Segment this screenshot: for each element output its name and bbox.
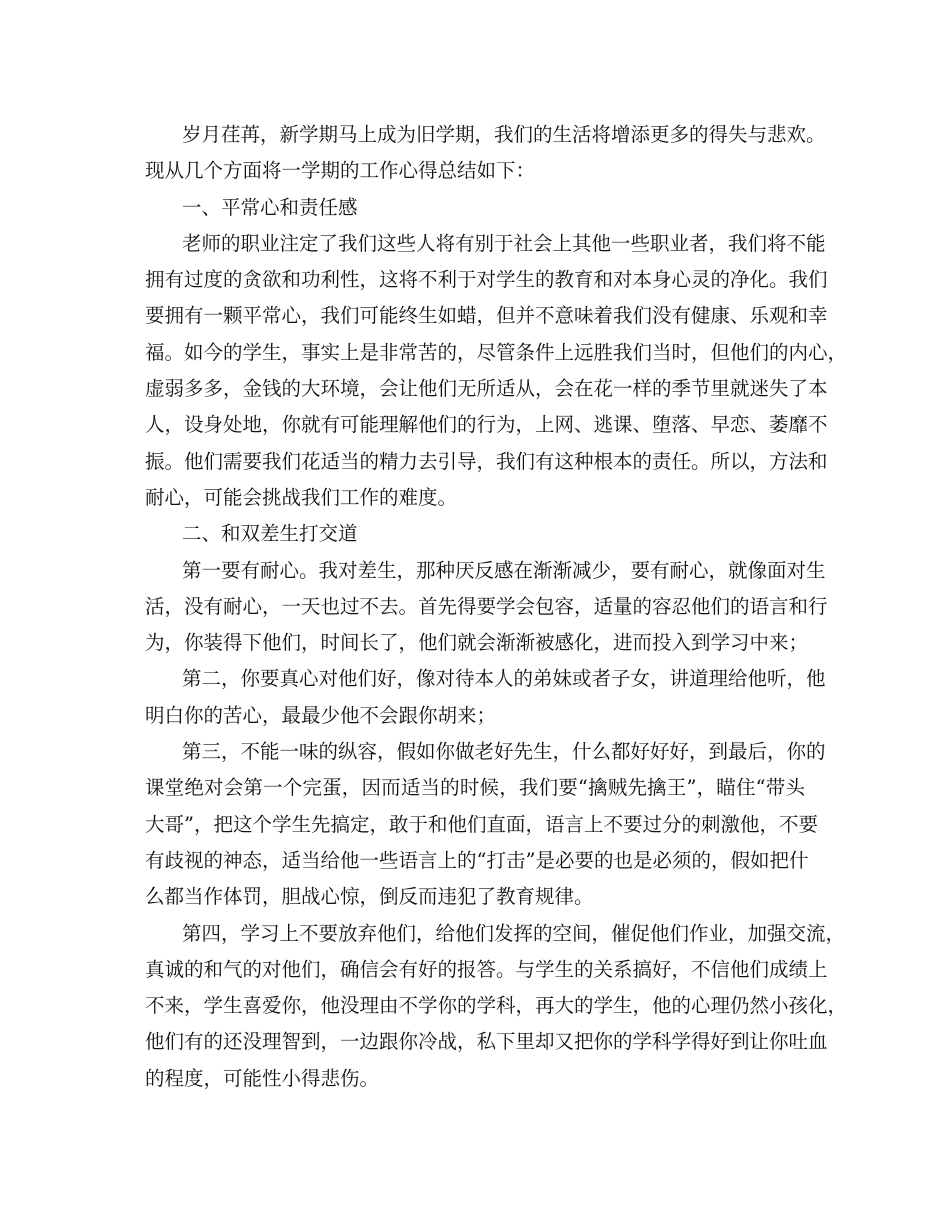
document-body — [145, 117, 848, 1097]
text-line: 福。如今的学生，事实上是非常苦的，尽管条件上远胜我们当时，但他们的内心， — [145, 340, 848, 364]
section-heading: 一、平常心和责任感 — [182, 195, 358, 219]
text-line: 活，没有耐心，一天也过不去。首先得要学会包容，适量的容忍他们的语言和行 — [145, 594, 828, 618]
section-heading: 二、和双差生打交道 — [182, 522, 358, 546]
text-line: 老师的职业注定了我们这些人将有别于社会上其他一些职业者，我们将不能 — [182, 231, 826, 255]
text-line: 现从几个方面将一学期的工作心得总结如下： — [145, 159, 536, 183]
text-line: 第一要有耐心。我对差生，那种厌反感在渐渐减少，要有耐心，就像面对生 — [182, 558, 826, 582]
text-line: 为，你装得下他们，时间长了，他们就会渐渐被感化，进而投入到学习中来； — [145, 631, 809, 655]
text-line: 第四，学习上不要放弃他们，给他们发挥的空间，催促他们作业，加强交流， — [182, 921, 846, 945]
text-line: 课堂绝对会第一个完蛋，因而适当的时候，我们要“擒贼先擒王”，瞄住“带头 — [145, 776, 805, 800]
text-line: 第三，不能一味的纵容，假如你做老好先生，什么都好好好，到最后，你的 — [182, 740, 826, 764]
text-line: 要拥有一颗平常心，我们可能终生如蜡，但并不意味着我们没有健康、乐观和幸 — [145, 304, 828, 328]
text-line: 真诚的和气的对他们，确信会有好的报答。与学生的关系搞好，不信他们成绩上 — [145, 957, 828, 981]
text-line: 明白你的苦心，最最少他不会跟你胡来； — [145, 703, 497, 727]
text-line: 耐心，可能会挑战我们工作的难度。 — [145, 485, 458, 509]
text-line: 第二，你要真心对他们好，像对待本人的弟妹或者子女，讲道理给他听，他 — [182, 667, 826, 691]
text-line: 大哥”，把这个学生先搞定，敢于和他们直面，语言上不要过分的刺激他，不要 — [145, 812, 818, 836]
text-line: 的程度，可能性小得悲伤。 — [145, 1066, 380, 1090]
text-line: 他们有的还没理智到，一边跟你冷战，私下里却又把你的学科学得好到让你吐血 — [145, 1030, 828, 1054]
text-line: 虚弱多多，金钱的大环境，会让他们无所适从，会在花一样的季节里就迷失了本 — [145, 377, 828, 401]
text-line: 岁月荏苒，新学期马上成为旧学期，我们的生活将增添更多的得失与悲欢。 — [182, 123, 826, 146]
text-line: 振。他们需要我们花适当的精力去引导，我们有这种根本的责任。所以，方法和 — [145, 449, 828, 473]
text-line: 有歧视的神态，适当给他一些语言上的“打击”是必要的也是必须的，假如把什 — [145, 848, 809, 872]
text-line: 不来，学生喜爱你，他没理由不学你的学科，再大的学生，他的心理仍然小孩化， — [145, 994, 848, 1018]
text-line: 么都当作体罚，胆战心惊，倒反而违犯了教育规律。 — [145, 885, 594, 909]
text-line: 拥有过度的贪欲和功利性，这将不利于对学生的教育和对本身心灵的净化。我们 — [145, 268, 828, 292]
text-line: 人，设身处地，你就有可能理解他们的行为，上网、逃课、堕落、早恋、萎靡不 — [145, 413, 828, 437]
